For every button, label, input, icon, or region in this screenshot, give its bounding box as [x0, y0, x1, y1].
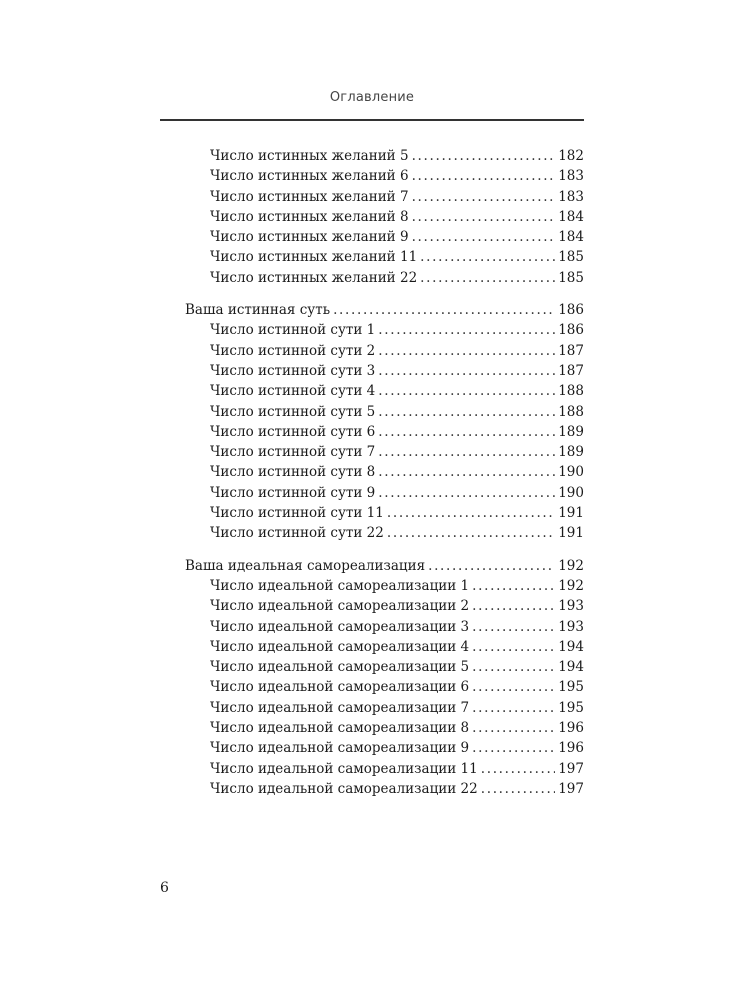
- dot-leader: [472, 657, 555, 677]
- toc-entry: [185, 442, 584, 462]
- toc-entry-title: Число идеальной самореализации 5: [210, 659, 470, 676]
- toc-entry-title: Число истинной сути 8: [210, 464, 376, 481]
- toc-entry: [185, 698, 584, 718]
- dot-leader: [412, 187, 556, 207]
- dot-leader: [472, 637, 555, 657]
- toc-entry: [185, 483, 584, 503]
- dot-leader: [378, 402, 555, 422]
- toc-entry: [185, 738, 584, 758]
- toc-entry-title: Число идеальной самореализации 1: [210, 577, 470, 594]
- toc-entry-title: Число истинных желаний 9: [210, 229, 409, 246]
- toc-section: [185, 146, 584, 288]
- toc-entry-page: 185: [558, 249, 584, 266]
- toc-entry-title: Число истинной сути 4: [210, 383, 376, 400]
- toc-entry-page: 190: [558, 484, 584, 501]
- toc-entry-page: 196: [558, 740, 584, 757]
- toc-entry: [185, 166, 584, 186]
- toc-entry: [185, 718, 584, 738]
- toc-entry-page: 193: [558, 618, 584, 635]
- toc-entry-title: Число идеальной самореализации 7: [210, 699, 470, 716]
- toc-entry: [185, 341, 584, 361]
- toc-entry-title: Число идеальной самореализации 11: [210, 760, 478, 777]
- toc-entry-page: 195: [558, 699, 584, 716]
- toc-entry: [185, 596, 584, 616]
- toc-entry-title: Число истинной сути 7: [210, 444, 376, 461]
- toc-section-heading: [185, 300, 584, 320]
- toc-entry-title: Число идеальной самореализации 9: [210, 740, 470, 757]
- toc-entry-title: Число истинных желаний 22: [210, 269, 418, 286]
- toc-entry: [185, 657, 584, 677]
- dot-leader: [428, 556, 555, 576]
- toc-entry-page: 189: [558, 423, 584, 440]
- toc-entry-page: 187: [558, 362, 584, 379]
- dot-leader: [472, 677, 555, 697]
- toc-entry: [185, 422, 584, 442]
- dot-leader: [378, 483, 555, 503]
- dot-leader: [472, 596, 555, 616]
- dot-leader: [387, 523, 555, 543]
- toc-entry-title: Число истинной сути 1: [210, 322, 376, 339]
- toc-entry-title: Число истинной сути 5: [210, 403, 376, 420]
- dot-leader: [472, 576, 555, 596]
- toc-entry-title: Число истинных желаний 8: [210, 208, 409, 225]
- toc-entry-title: Число идеальной самореализации 6: [210, 679, 470, 696]
- toc-entry-page: 188: [558, 403, 584, 420]
- toc-entry: [185, 146, 584, 166]
- dot-leader: [378, 341, 555, 361]
- dot-leader: [412, 207, 556, 227]
- dot-leader: [378, 442, 555, 462]
- toc-section-page: 192: [558, 557, 584, 574]
- toc-entry: [185, 617, 584, 637]
- toc-entry-page: 190: [558, 464, 584, 481]
- dot-leader: [420, 247, 555, 267]
- toc-entry: [185, 503, 584, 523]
- toc-entry-page: 183: [558, 188, 584, 205]
- running-title: Оглавление: [329, 90, 415, 105]
- toc-entry-page: 193: [558, 598, 584, 615]
- toc-entry-page: 195: [558, 679, 584, 696]
- toc-section-title: Ваша истинная суть: [185, 302, 331, 319]
- toc-entry-page: 184: [558, 229, 584, 246]
- toc-entry-title: Число идеальной самореализации 8: [210, 720, 470, 737]
- dot-leader: [481, 779, 555, 799]
- toc-section: [185, 556, 584, 800]
- toc-entry: [185, 677, 584, 697]
- dot-leader: [472, 617, 555, 637]
- dot-leader: [378, 320, 555, 340]
- toc-entry-title: Число истинных желаний 7: [210, 188, 409, 205]
- toc-entry: [185, 381, 584, 401]
- dot-leader: [481, 759, 555, 779]
- toc-section-title: Ваша идеальная самореализация: [185, 557, 426, 574]
- toc-entry: [185, 402, 584, 422]
- dot-leader: [378, 361, 555, 381]
- toc-entry-page: 185: [558, 269, 584, 286]
- toc-entry-title: Число истинной сути 9: [210, 484, 376, 501]
- toc-entry-title: Число идеальной самореализации 4: [210, 638, 470, 655]
- dot-leader: [472, 698, 555, 718]
- dot-leader: [472, 718, 555, 738]
- toc-entry-title: Число идеальной самореализации 3: [210, 618, 470, 635]
- toc-entry: [185, 361, 584, 381]
- dot-leader: [333, 300, 555, 320]
- toc-entry-title: Число истинных желаний 5: [210, 148, 409, 164]
- toc-entry-page: 183: [558, 168, 584, 185]
- toc-entry-page: 191: [558, 505, 584, 522]
- toc-entry-page: 186: [558, 322, 584, 339]
- toc-entry: [185, 759, 584, 779]
- toc-entry: [185, 268, 584, 288]
- dot-leader: [378, 422, 555, 442]
- toc-section-page: 186: [558, 302, 584, 319]
- toc-entry-page: 197: [558, 780, 584, 797]
- dot-leader: [378, 381, 555, 401]
- toc-entry: [185, 247, 584, 267]
- toc-entry-title: Число истинных желаний 11: [210, 249, 418, 266]
- toc-entry-page: 189: [558, 444, 584, 461]
- dot-leader: [412, 146, 556, 166]
- dot-leader: [420, 268, 555, 288]
- toc-entry-title: Число истинных желаний 6: [210, 168, 409, 185]
- toc-entry-page: 187: [558, 342, 584, 359]
- toc-entry: [185, 523, 584, 543]
- dot-leader: [412, 227, 556, 247]
- toc-section-heading: [185, 556, 584, 576]
- toc-entry: [185, 779, 584, 799]
- toc-entry-title: Число идеальной самореализации 22: [210, 780, 478, 797]
- toc-entry-title: Число истинной сути 11: [210, 505, 384, 522]
- toc-entry-title: Число истинной сути 6: [210, 423, 376, 440]
- dot-leader: [472, 738, 555, 758]
- dot-leader: [387, 503, 555, 523]
- toc-entry-page: 188: [558, 383, 584, 400]
- dot-leader: [412, 166, 556, 186]
- toc-entry: [185, 576, 584, 596]
- page-number: 6: [160, 880, 169, 896]
- toc-section: [185, 300, 584, 544]
- toc-entry-page: 191: [558, 525, 584, 542]
- toc-entry-title: Число истинной сути 22: [210, 525, 384, 542]
- table-of-contents: [185, 146, 584, 799]
- toc-entry-title: Число идеальной самореализации 2: [210, 598, 470, 615]
- toc-entry-page: 196: [558, 720, 584, 737]
- toc-entry-page: 194: [558, 638, 584, 655]
- toc-entry-page: 184: [558, 208, 584, 225]
- toc-entry: [185, 320, 584, 340]
- toc-entry: [185, 637, 584, 657]
- toc-entry-page: 197: [558, 760, 584, 777]
- toc-entry-page: 194: [558, 659, 584, 676]
- toc-entry-page: 192: [558, 577, 584, 594]
- toc-entry-title: Число истинной сути 3: [210, 362, 376, 379]
- toc-entry: [185, 462, 584, 482]
- toc-entry-page: 182: [558, 148, 584, 164]
- dot-leader: [378, 462, 555, 482]
- toc-entry: [185, 187, 584, 207]
- toc-entry-title: Число истинной сути 2: [210, 342, 376, 359]
- header-rule: [160, 119, 584, 121]
- toc-entry: [185, 227, 584, 247]
- toc-entry: [185, 207, 584, 227]
